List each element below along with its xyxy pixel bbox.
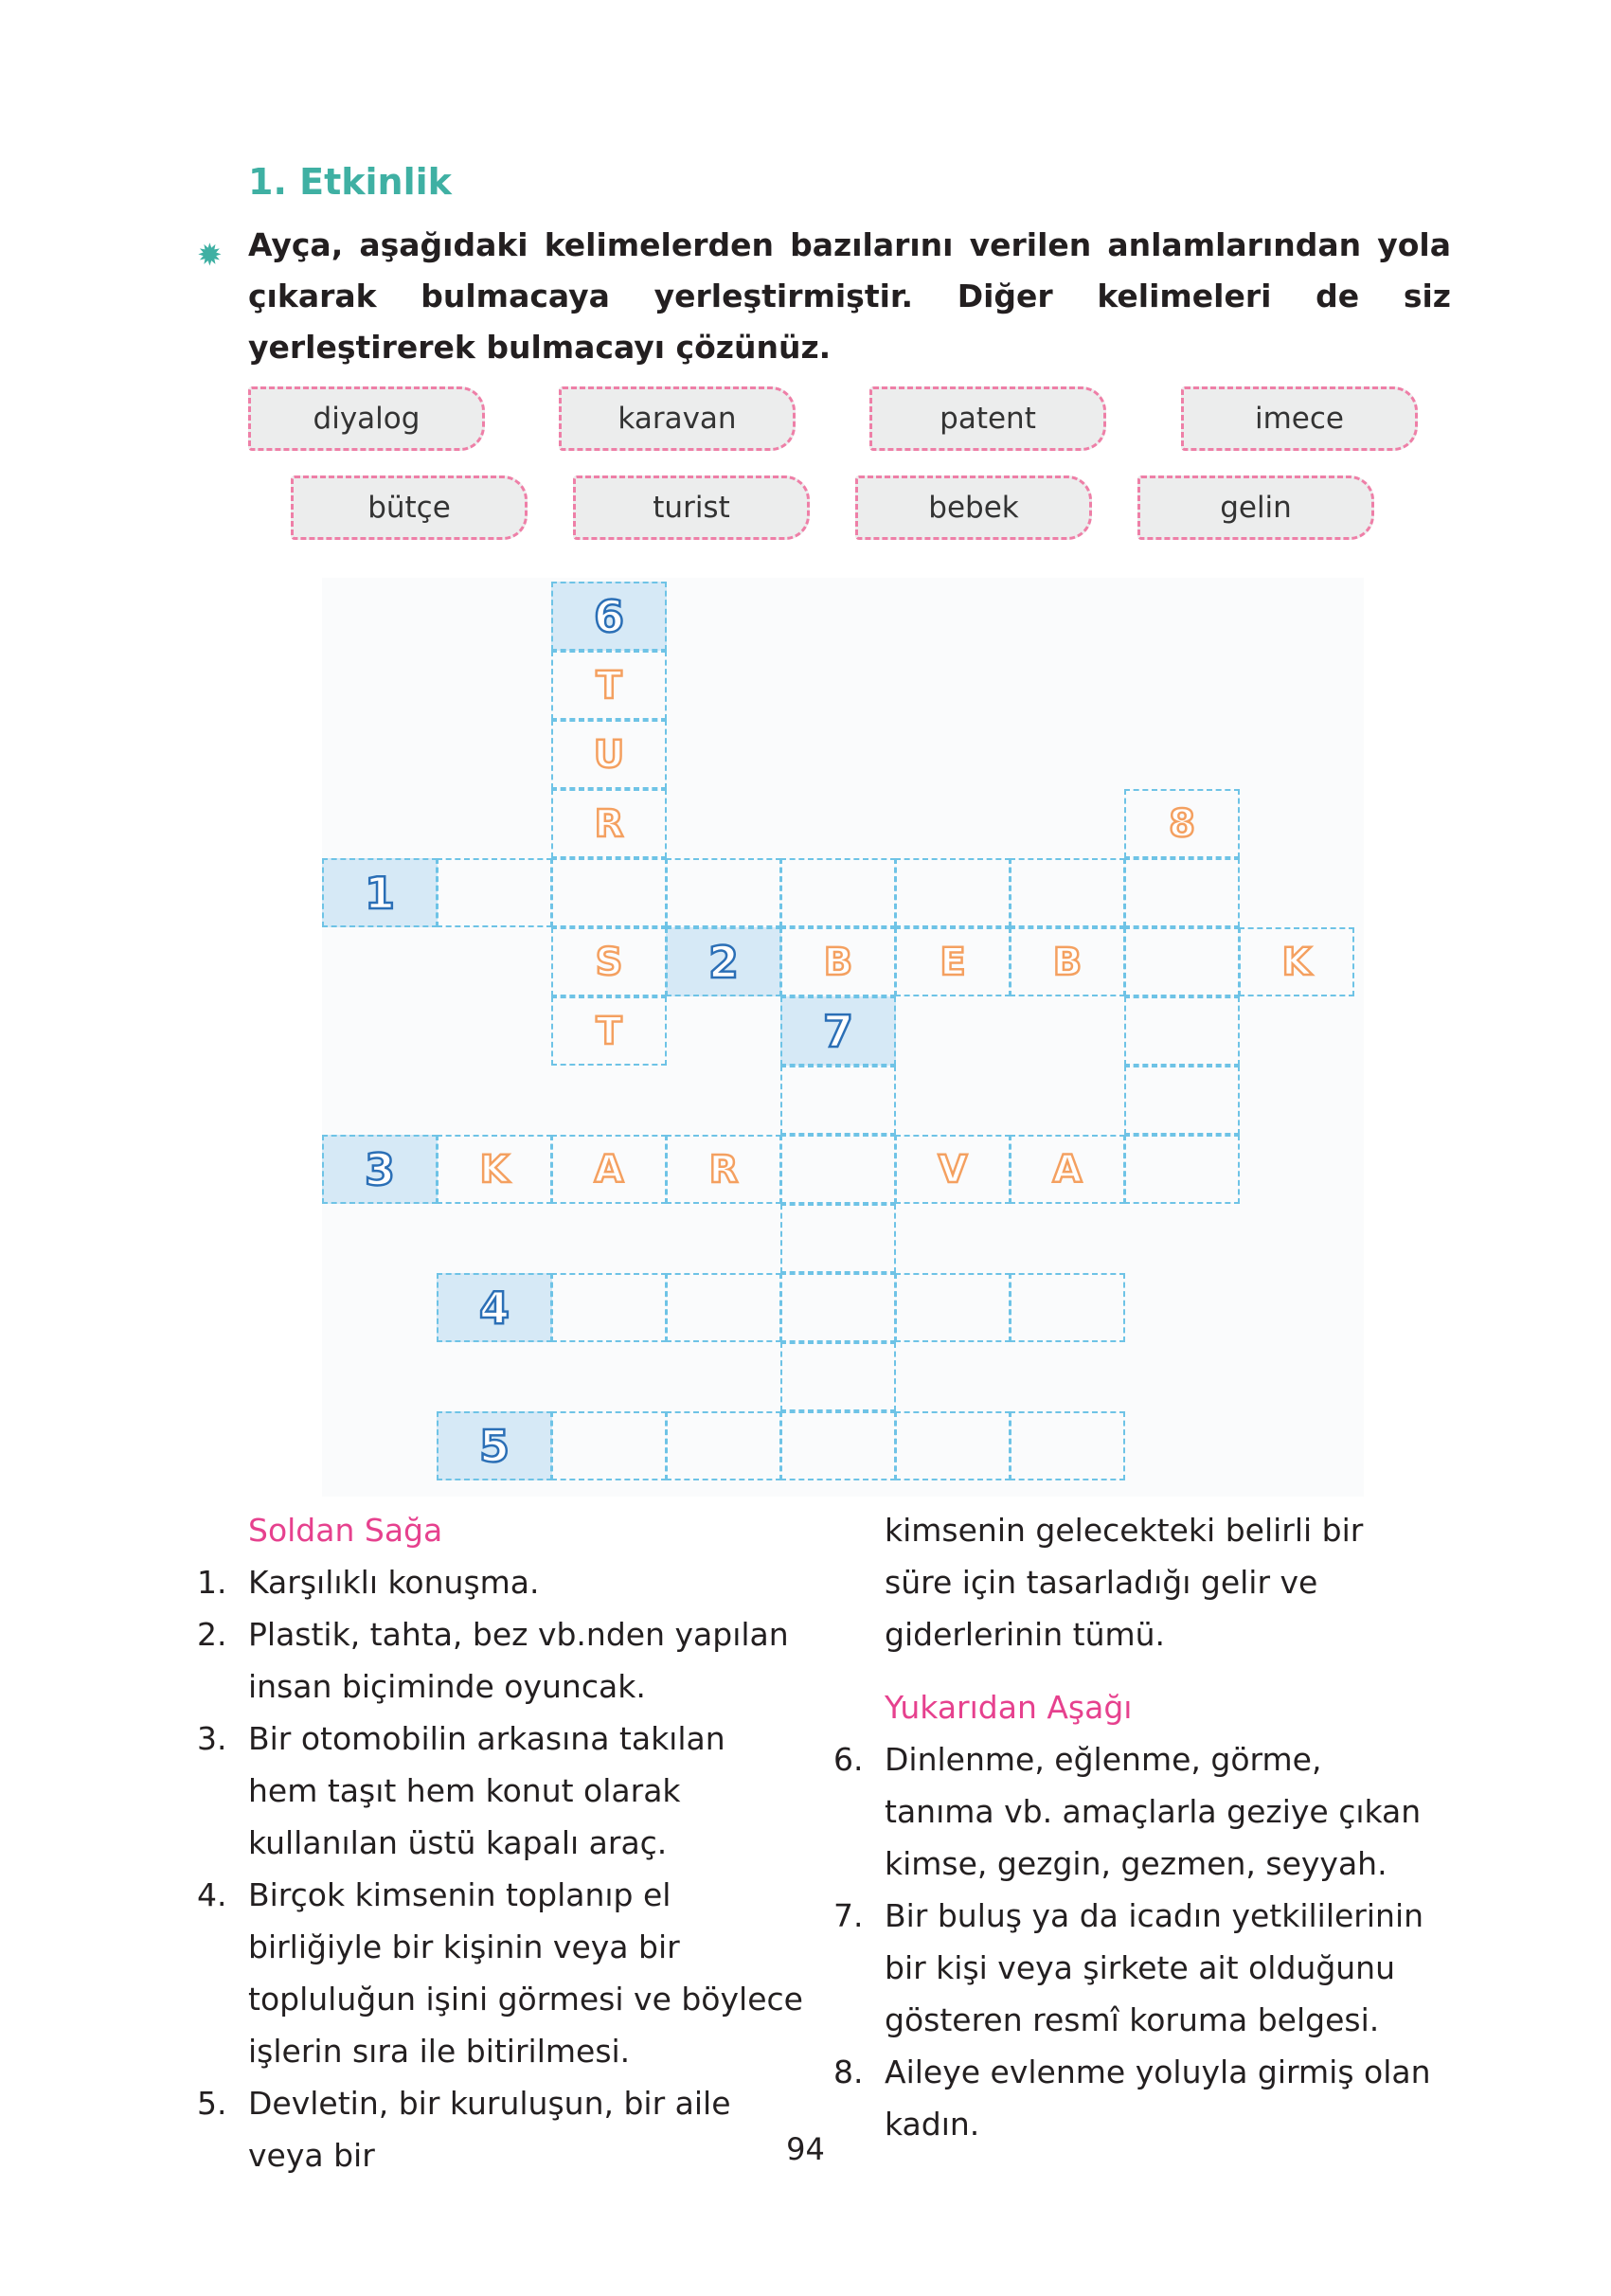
crossword-cell[interactable] (780, 1066, 896, 1135)
cell-letter: K (479, 1147, 510, 1192)
crossword-cell[interactable] (1010, 1273, 1125, 1342)
crossword-number-cell (437, 1273, 552, 1342)
crossword-cell[interactable] (551, 1135, 667, 1204)
crossword-cell[interactable] (1124, 927, 1240, 996)
word-chip: bebek (855, 475, 1092, 540)
cell-letter: S (595, 940, 623, 984)
crossword-cell[interactable] (780, 1204, 896, 1273)
word-chip: karavan (559, 386, 796, 451)
instruction-text: Ayça, aşağıdaki kelimelerden bazılarını verilen anlamlarından yola çıkarak bulmacaya yerleştirmiştir. Diğer kelimeleri de siz yerleştirerek bulmacayı çözünüz. (248, 226, 1451, 366)
crossword-cell[interactable] (551, 651, 667, 720)
clue-item: 4. Birçok kimsenin toplanıp el birliğiyle bir kişinin veya bir topluluğun işini görmesi ve böylece işlerin sıra ile bitirilmesi. (197, 1876, 803, 2070)
down-heading: Yukarıdan Aşağı (885, 1689, 1133, 1726)
crossword-cell[interactable] (437, 858, 552, 927)
crossword-cell[interactable] (666, 1411, 781, 1480)
crossword-cell[interactable] (551, 1411, 667, 1480)
crossword-number-cell (437, 1411, 552, 1480)
word-chip: bütçe (291, 475, 528, 540)
crossword-cell[interactable] (666, 1135, 781, 1204)
crossword-cell[interactable] (1239, 927, 1354, 996)
crossword-cell[interactable] (1010, 1411, 1125, 1480)
clue-item: 5. Devletin, bir kuruluşun, bir aile veya bir (197, 2085, 731, 2174)
crossword-cell[interactable] (551, 996, 667, 1066)
cell-letter: A (594, 1147, 624, 1192)
cell-letter: A (1052, 1147, 1083, 1192)
clue-number: 1 (364, 867, 395, 919)
crossword-cell[interactable] (551, 927, 667, 996)
cell-letter: R (708, 1147, 739, 1192)
star-bullet-icon: ✹ (197, 237, 223, 273)
crossword-cell[interactable] (895, 927, 1011, 996)
crossword-cell[interactable] (895, 1273, 1011, 1342)
crossword-cell[interactable] (551, 858, 667, 927)
crossword-number-cell (666, 927, 781, 996)
word-chip: patent (869, 386, 1106, 451)
crossword-cell[interactable] (1010, 858, 1125, 927)
cell-letter: B (1052, 940, 1083, 984)
crossword-cell[interactable] (780, 1135, 896, 1204)
clue-number: 5 (478, 1420, 510, 1472)
clues-down (833, 1504, 1440, 2150)
clue-item: 7. Bir buluş ya da icadın yetkililerinin bir kişi veya şirkete ait olduğunu gösteren resmî koruma belgesi. (833, 1897, 1424, 2038)
crossword-number-cell (322, 858, 438, 927)
clue-item: 3. Bir otomobilin arkasına takılan hem taşıt hem konut olarak kullanılan üstü kapalı araç. (197, 1720, 725, 1861)
word-chip: turist (573, 475, 810, 540)
page-number: 94 (786, 2131, 825, 2167)
crossword-cell[interactable] (780, 1273, 896, 1342)
across-heading: Soldan Sağa (248, 1512, 443, 1549)
crossword-cell[interactable] (780, 927, 896, 996)
crossword-number-cell (780, 996, 896, 1066)
crossword-cell[interactable] (1124, 858, 1240, 927)
crossword-cell[interactable] (666, 858, 781, 927)
crossword-cell[interactable] (895, 858, 1011, 927)
clue-item: 2. Plastik, tahta, bez vb.nden yapılan insan biçiminde oyuncak. (197, 1616, 789, 1705)
clue-number: 2 (707, 936, 739, 988)
crossword-cell[interactable] (1124, 996, 1240, 1066)
crossword-cell[interactable] (1124, 1066, 1240, 1135)
crossword-cell[interactable] (780, 1411, 896, 1480)
crossword-cell[interactable] (895, 1135, 1011, 1204)
cell-letter: K (1281, 940, 1312, 984)
cell-letter: T (596, 663, 622, 708)
crossword-number-cell (322, 1135, 438, 1204)
clue-continuation: kimsenin gelecekteki belirli bir süre için tasarladığı gelir ve giderlerinin tümü. (885, 1512, 1364, 1653)
clue-number: 4 (478, 1282, 510, 1334)
crossword-cell[interactable] (1010, 927, 1125, 996)
cell-letter: B (823, 940, 853, 984)
clues-across (197, 1504, 803, 2181)
cell-letter: T (596, 1009, 622, 1053)
clue-item: 1. Karşılıklı konuşma. (197, 1564, 540, 1601)
clue-item: 6. Dinlenme, eğlenme, görme, tanıma vb. amaçlarla geziye çıkan kimse, gezgin, gezmen, seyyah. (833, 1741, 1422, 1882)
crossword-cell[interactable] (895, 1411, 1011, 1480)
cell-letter: U (593, 732, 625, 777)
crossword-cell[interactable] (780, 1342, 896, 1411)
clue-item: 8. Aileye evlenme yoluyla girmiş olan kadın. (833, 2054, 1431, 2143)
crossword-cell[interactable] (666, 1273, 781, 1342)
crossword-cell[interactable] (1010, 1135, 1125, 1204)
crossword-cell[interactable] (1124, 1135, 1240, 1204)
cell-letter: E (940, 940, 966, 984)
crossword-number-cell (1124, 789, 1240, 858)
crossword-cell[interactable] (551, 720, 667, 789)
word-chip: imece (1181, 386, 1418, 451)
crossword-cell[interactable] (551, 1273, 667, 1342)
clue-number: 6 (593, 590, 624, 642)
crossword-cell[interactable] (780, 858, 896, 927)
word-chip: diyalog (248, 386, 485, 451)
crossword-number-cell (551, 582, 667, 651)
clue-number: 3 (364, 1143, 395, 1195)
cell-letter: R (594, 801, 624, 846)
word-chip: gelin (1137, 475, 1374, 540)
activity-title: 1. Etkinlik (248, 161, 452, 203)
crossword-cell[interactable] (551, 789, 667, 858)
clue-number: 8 (1169, 801, 1195, 846)
clue-number: 7 (822, 1005, 853, 1057)
crossword-cell[interactable] (437, 1135, 552, 1204)
cell-letter: V (938, 1147, 968, 1192)
